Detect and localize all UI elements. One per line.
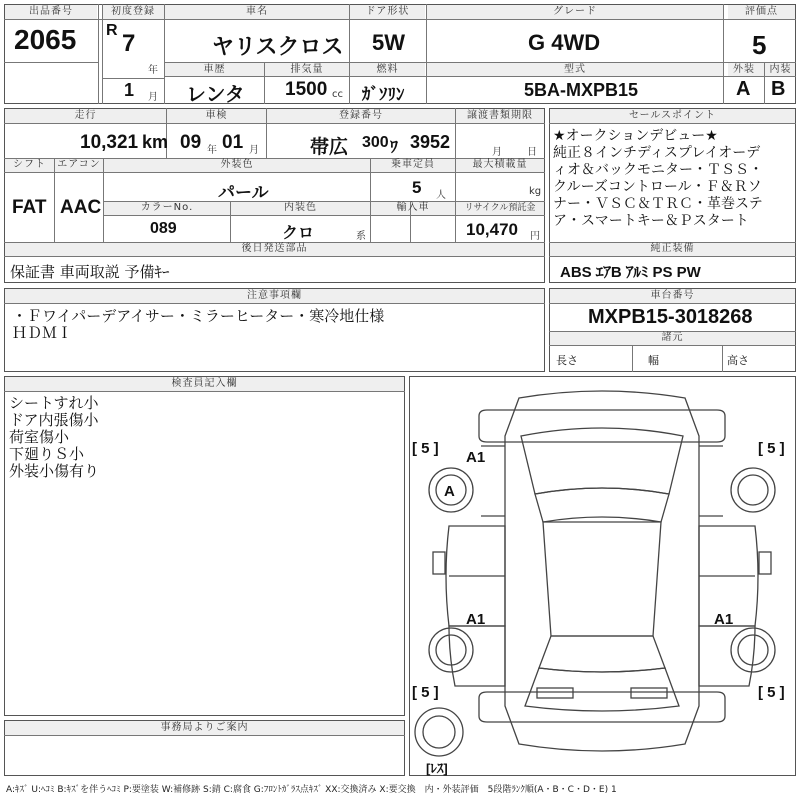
equipment-value: ABS ｴｱB ｱﾙﾐ PS PW bbox=[560, 264, 701, 281]
parts-label: 後日発送部品 bbox=[241, 243, 308, 254]
tread-rear-right: [ 5 ] bbox=[758, 684, 785, 701]
sales-line: ★オークションデビュー★ bbox=[553, 128, 718, 144]
score-label: 評価点 bbox=[745, 6, 778, 17]
sales-point-label: セールスポイント bbox=[628, 110, 717, 121]
exterior-label: 外装 bbox=[733, 64, 755, 75]
lot-no-label: 出品番号 bbox=[29, 6, 73, 17]
sales-line: ア・スマートキー＆Ｐスタート bbox=[553, 213, 749, 229]
chassis-number: MXPB15-3018268 bbox=[588, 306, 753, 328]
mileage-label: 走行 bbox=[74, 110, 97, 121]
ac-value: AAC bbox=[60, 197, 102, 218]
inspection-year-unit: 年 bbox=[207, 145, 217, 156]
lot-number: 2065 bbox=[14, 24, 77, 55]
inspector-notes bbox=[9, 395, 99, 480]
year-unit: 年 bbox=[148, 65, 158, 76]
transfer-month-unit: 月 bbox=[492, 147, 502, 158]
sales-point-text bbox=[553, 128, 763, 230]
model-code: 5BA-MXPB15 bbox=[524, 80, 639, 100]
exterior-grade: A bbox=[736, 78, 751, 100]
recycle-value: 10,470 bbox=[466, 220, 518, 239]
tread-front-right: [ 5 ] bbox=[758, 440, 785, 457]
notes-line: ＨＤＭＩ bbox=[12, 324, 73, 342]
model-label: 型式 bbox=[564, 64, 586, 75]
grade: G 4WD bbox=[528, 30, 601, 55]
first-reg-label: 初度登録 bbox=[111, 6, 155, 17]
equipment-label: 純正装備 bbox=[650, 243, 695, 254]
exterior-color: パール bbox=[218, 183, 269, 202]
sales-line: ィオ＆バックモニター・ＴＳＳ・ bbox=[553, 162, 763, 178]
notes-text bbox=[12, 308, 384, 342]
int-color-label: 内装色 bbox=[284, 202, 317, 213]
tread-rear-left: [ 5 ] bbox=[412, 684, 439, 701]
transfer-day-unit: 日 bbox=[527, 147, 537, 158]
score: 5 bbox=[752, 30, 767, 60]
capacity-unit: 人 bbox=[436, 190, 446, 201]
history-label: 車歴 bbox=[203, 64, 226, 75]
era-letter: R bbox=[106, 22, 118, 39]
interior-color: クロ bbox=[282, 225, 315, 242]
width-label: 幅 bbox=[648, 354, 659, 367]
sales-line: ナー・ＶＳＣ＆ＴＲＣ・革巻ステ bbox=[553, 196, 763, 212]
car-name-label: 車名 bbox=[246, 6, 268, 17]
load-unit: kg bbox=[529, 186, 542, 197]
tread-front-left: [ 5 ] bbox=[412, 440, 439, 457]
spare-tire-label: [ﾚｽ] bbox=[426, 761, 448, 776]
recycle-label: リサイクル預託金 bbox=[464, 203, 536, 213]
import-label: 輸入車 bbox=[396, 202, 430, 213]
office-label: 事務局よりご案内 bbox=[160, 722, 249, 733]
car-name: ヤリスクロス bbox=[212, 34, 344, 59]
inspection-year: 09 bbox=[180, 132, 202, 153]
interior-grade: B bbox=[771, 78, 786, 100]
displacement: 1500 bbox=[285, 79, 328, 100]
mileage-value: 10,321 bbox=[80, 132, 139, 153]
legend-text: A:ｷｽﾞ U:ﾍｺﾐ B:ｷｽﾞを伴うﾍｺﾐ P:要塗装 W:補修跡 S:錆 C:腐食 G:ﾌﾛﾝﾄｶﾞﾗｽ点ｷｽﾞ XX:交換済み X:要交換 内・外装評価 5段階ﾗﾝｸ順(A・B・C・D・E) 1 bbox=[6, 785, 617, 795]
sales-line: 純正８インチディスプレイオーデ bbox=[553, 145, 761, 161]
first-reg-year: 7 bbox=[122, 30, 136, 57]
fuel-label: 燃料 bbox=[376, 64, 399, 75]
ac-label: エアコン bbox=[57, 159, 101, 170]
inspector-line: 荷室傷小 bbox=[9, 428, 70, 446]
damage-mark-mid-right: A1 bbox=[714, 611, 734, 628]
plate-kana: ﾜ bbox=[390, 139, 399, 156]
plate-area: 帯広 bbox=[310, 137, 349, 158]
inspection-month: 01 bbox=[222, 132, 244, 153]
plate-label: 登録番号 bbox=[339, 110, 383, 121]
shift-label: シフト bbox=[13, 159, 46, 170]
notes-line: ・Ｆワイパーデアイサー・ミラーヒーター・寒冷地仕様 bbox=[12, 307, 385, 325]
damage-mark-front-left: A1 bbox=[466, 449, 486, 466]
first-reg-month: 1 bbox=[124, 80, 135, 100]
cc-unit: cc bbox=[332, 89, 343, 100]
inspector-line: 外装小傷有り bbox=[9, 462, 100, 480]
car-diagram bbox=[409, 376, 796, 776]
door-type: 5W bbox=[372, 30, 405, 55]
chassis-label: 車台番号 bbox=[650, 290, 695, 301]
shift-value: FAT bbox=[12, 197, 47, 218]
inspector-label: 検査員記入欄 bbox=[171, 378, 238, 389]
mileage-unit: km bbox=[142, 132, 169, 152]
color-no-label: カラーNo. bbox=[140, 202, 194, 213]
fuel: ｶﾞｿﾘﾝ bbox=[362, 85, 405, 104]
month-unit: 月 bbox=[148, 92, 158, 103]
inspector-line: ドア内張傷小 bbox=[9, 411, 99, 429]
color-number: 089 bbox=[150, 220, 177, 237]
height-label: 高さ bbox=[727, 354, 749, 367]
notes-label: 注意事項欄 bbox=[247, 290, 302, 301]
capacity-value: 5 bbox=[412, 178, 422, 197]
inspector-line: シートすれ小 bbox=[9, 394, 99, 412]
parts-value: 保証書 車両取説 予備ｷｰ bbox=[10, 263, 170, 281]
damage-mark-mid-left: A1 bbox=[466, 611, 486, 628]
length-label: 長さ bbox=[556, 354, 578, 367]
inspector-line: 下廻りＳ小 bbox=[9, 445, 85, 463]
plate-class: 300 bbox=[362, 134, 389, 151]
dims-label: 諸元 bbox=[661, 332, 684, 343]
int-color-unit: 系 bbox=[356, 231, 366, 242]
transfer-label: 譲渡書類期限 bbox=[467, 110, 533, 121]
history: レンタ bbox=[186, 84, 245, 106]
color-label: 外装色 bbox=[220, 159, 254, 170]
door-label: ドア形状 bbox=[365, 6, 410, 17]
plate-number: 3952 bbox=[410, 132, 451, 152]
damage-mark-wheel: A bbox=[444, 483, 455, 500]
grade-label: グレード bbox=[553, 6, 597, 17]
sales-line: クルーズコントロール・Ｆ＆Ｒソ bbox=[553, 179, 762, 195]
load-label: 最大積載量 bbox=[472, 159, 528, 170]
inspection-label: 車検 bbox=[205, 110, 228, 121]
interior-label: 内装 bbox=[769, 64, 792, 75]
capacity-label: 乗車定員 bbox=[391, 159, 435, 170]
displacement-label: 排気量 bbox=[290, 64, 324, 75]
recycle-unit: 円 bbox=[530, 231, 540, 242]
inspection-month-unit: 月 bbox=[249, 145, 259, 156]
